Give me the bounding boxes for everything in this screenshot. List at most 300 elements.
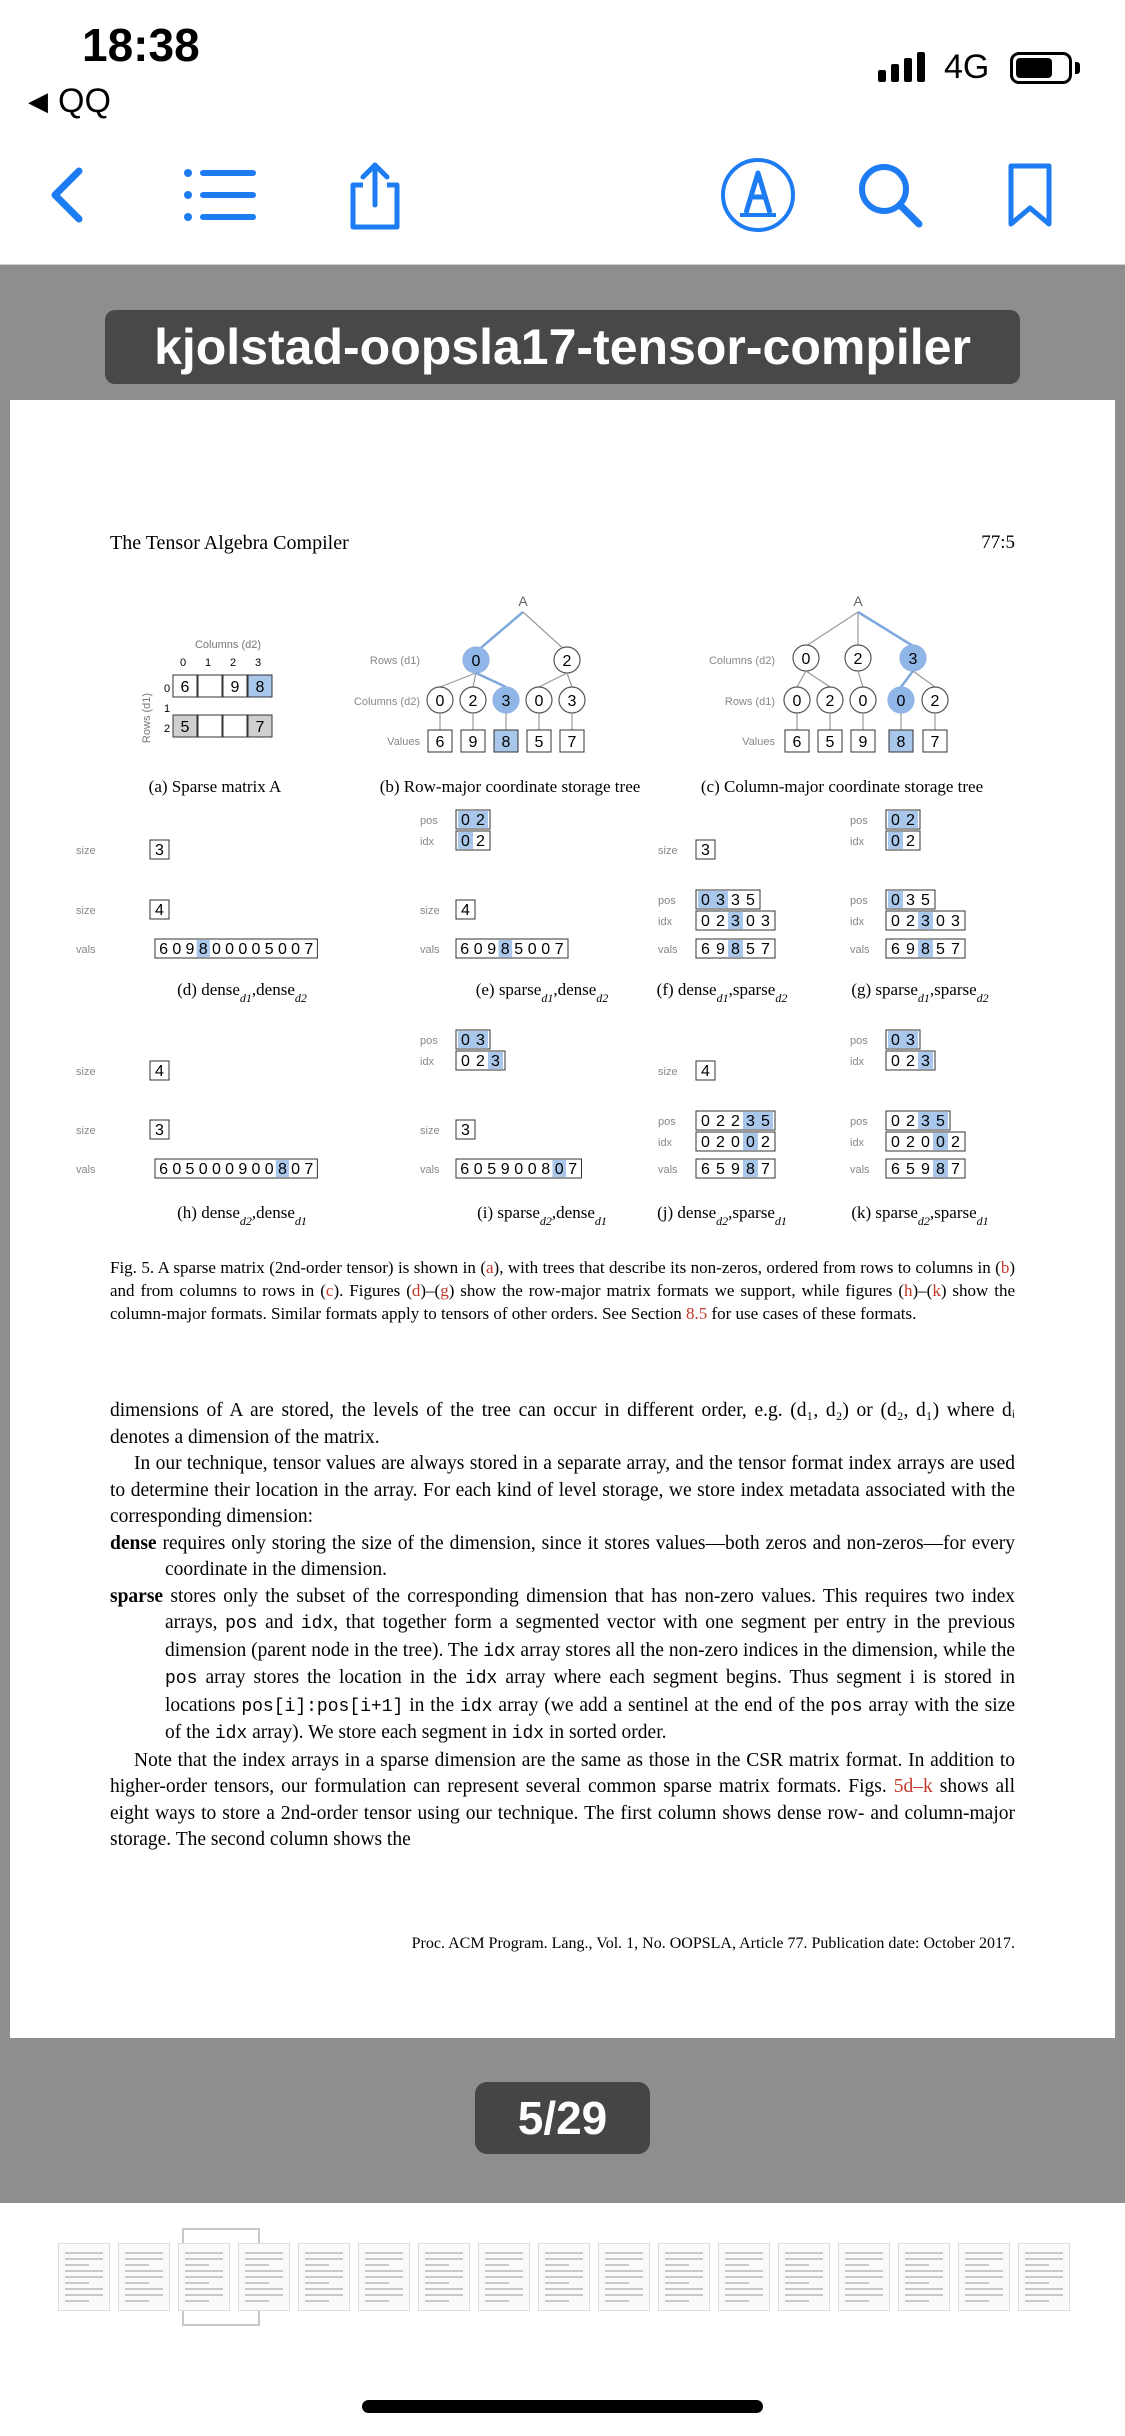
thumbnail-text-line	[245, 2276, 283, 2278]
thumbnail-text-line	[125, 2294, 163, 2296]
page-thumbnail[interactable]	[538, 2243, 590, 2311]
fig-a-cell-value: 7	[255, 719, 265, 736]
fig-k-idx1	[886, 1051, 935, 1070]
fig-k-pos2-cell: 0	[891, 1113, 900, 1130]
fig-i-idx-cell: 2	[476, 1053, 485, 1070]
paragraph-2: In our technique, tensor values are always stored in a separate array, and the tensor format index arrays are used to determine their location in the array. For each kind of level storage, we store index metadata associated with the corresponding dimension:	[110, 1453, 1015, 1527]
fig-e-size2	[456, 900, 475, 919]
fig-c-value: 8	[896, 734, 906, 751]
thumbnail-text-line	[785, 2288, 823, 2290]
fig-a-caption: (a) Sparse matrix A	[148, 777, 282, 796]
thumbnail-text-line	[125, 2276, 163, 2278]
page-footer: Proc. ACM Program. Lang., Vol. 1, No. OOPSLA, Article 77. Publication date: October 2017.	[411, 1935, 1015, 1952]
fig-a-rows-label: Rows (d1)	[141, 692, 153, 744]
fig-e-idx	[456, 831, 490, 850]
fig-h-vals-cell: 0	[211, 1161, 221, 1178]
fig-c-row-node-label: 0	[896, 693, 906, 710]
fig-f-pos-cell: 3	[731, 892, 740, 909]
fig-f-idx-label: idx	[658, 916, 673, 928]
fig-f-vals-cell: 6	[701, 941, 710, 958]
fig-b-rows-label: Rows (d1)	[369, 655, 420, 667]
fig-g-vals	[886, 939, 965, 958]
fig-f-pos	[696, 890, 760, 909]
thumbnail-text-line	[905, 2282, 929, 2284]
fig-d-vals-cell: 0	[277, 941, 287, 958]
fig-c-row-node-label: 2	[825, 693, 835, 710]
thumbnail-text-line	[305, 2300, 329, 2302]
fig-c-value: 9	[858, 734, 868, 751]
fig-j-pos-cell: 3	[746, 1113, 755, 1130]
thumbnail-text-line	[785, 2300, 809, 2302]
fig-e-idx-label: idx	[420, 836, 435, 848]
thumbnail-text-line	[785, 2264, 809, 2266]
thumbnail-text-line	[245, 2258, 283, 2260]
thumbnail-text-line	[65, 2270, 103, 2272]
fig-h-vals-cell: 0	[251, 1161, 261, 1178]
fig-g-vals-cell: 9	[906, 941, 915, 958]
fig-g-pos2-cell: 3	[906, 892, 915, 909]
fig-c-row-node-label: 0	[858, 693, 868, 710]
thumbnail-text-line	[425, 2300, 449, 2302]
fig-a-cell-value: 9	[230, 679, 240, 696]
fig-d-vals-cell: 7	[304, 941, 314, 958]
fig-b-value: 6	[435, 734, 445, 751]
thumbnail-text-line	[905, 2294, 943, 2296]
fig-b-edge	[523, 612, 567, 652]
fig-j-pos	[696, 1111, 775, 1130]
fig-d-size2	[150, 900, 169, 919]
thumbnail-text-line	[425, 2252, 463, 2254]
fig-d-vals-label: vals	[76, 944, 96, 956]
thumbnail-text-line	[665, 2300, 689, 2302]
thumbnail-text-line	[1025, 2288, 1063, 2290]
battery-icon	[1010, 52, 1072, 84]
fig-c-values-label: Values	[742, 736, 775, 748]
thumbnail-text-line	[485, 2288, 523, 2290]
fig-a-cell-value: 8	[255, 679, 265, 696]
thumbnail-text-line	[65, 2294, 103, 2296]
page-thumbnail[interactable]	[178, 2243, 230, 2311]
fig-k-idx1-cell: 0	[891, 1053, 900, 1070]
fig-j-idx-cell: 0	[746, 1134, 755, 1151]
fig-d-vals-cell: 0	[225, 941, 235, 958]
fig-d-vals-cell: 8	[198, 941, 208, 958]
outline-list-icon[interactable]	[180, 155, 260, 235]
figure-caption: Fig. 5. A sparse matrix (2nd-order tensor) is shown in (a), with trees that describe its non-zeros, ordered from rows to columns in (b) and from columns to rows in (c). Figures (d)–(g) show the row-major matrix formats we support, while figures (h)–(k) show the column-major formats. Similar formats apply to tensors of other orders. See Section 8.5 for use cases of these formats.	[110, 1258, 1016, 1323]
fig-b-value: 5	[534, 734, 544, 751]
page-thumbnail[interactable]	[958, 2243, 1010, 2311]
fig-j-pos-label: pos	[658, 1116, 676, 1128]
page-thumbnail[interactable]	[418, 2243, 470, 2311]
fig-f-vals-cell: 5	[746, 941, 755, 958]
pdf-page[interactable]	[10, 400, 1115, 2038]
thumbnail-text-line	[365, 2252, 403, 2254]
fig-a-col-tick: 0	[179, 657, 187, 669]
thumbnail-text-line	[965, 2258, 1003, 2260]
fig-k-vals-cell: 8	[936, 1161, 945, 1178]
definition-sparse: sparse stores only the subset of the corresponding dimension that has non-zero values. This requires two index arrays, pos and idx, that together form a segmented vector with one segment per entry in the previous dimension (parent node in the tree). The idx array stores all the non-zero indices in the dimension, while the pos array stores the location in the idx array where each segment begins. Thus segment i is stored in locations pos[i]:pos[i+1] in the idx array (we add a sentinel at the end of the pos array with the size of the idx array). We store each segment in idx in sorted order.	[110, 1585, 1016, 1744]
thumbnail-text-line	[965, 2264, 989, 2266]
fig-j-caption: (j) dense$_{d2}$,sparse$_{d1}$	[657, 1203, 787, 1228]
fig-c-edge	[901, 671, 913, 687]
thumbnail-text-line	[965, 2252, 1003, 2254]
thumbnail-text-line	[1025, 2258, 1063, 2260]
fig-b-col-node-label: 3	[501, 693, 511, 710]
fig-a-cell	[223, 715, 247, 737]
thumbnail-text-line	[965, 2300, 989, 2302]
thumbnail-text-line	[185, 2252, 223, 2254]
fig-e-idx-cell: 2	[476, 833, 485, 850]
fig-k-idx1-cell: 3	[921, 1053, 930, 1070]
fig-g-pos1-cell: 0	[891, 812, 900, 829]
fig-e-vals-cell: 9	[487, 941, 497, 958]
fig-f-size1	[696, 840, 715, 859]
thumbnail-text-line	[965, 2270, 1003, 2272]
thumbnail-text-line	[1025, 2252, 1063, 2254]
page-thumbnail[interactable]	[838, 2243, 890, 2311]
thumbnail-text-line	[785, 2258, 823, 2260]
thumbnail-text-line	[485, 2252, 523, 2254]
page-indicator: 5/29	[475, 2082, 650, 2154]
fig-a-row-tick: 0	[163, 683, 171, 695]
fig-g-idx2-label: idx	[850, 916, 865, 928]
fig-h-vals-cell: 0	[291, 1161, 301, 1178]
fig-j-vals-cell: 6	[701, 1161, 710, 1178]
fig-f-pos-cell: 0	[701, 892, 710, 909]
thumbnail-text-line	[845, 2300, 869, 2302]
thumbnail-text-line	[785, 2294, 823, 2296]
thumbnail-text-line	[725, 2264, 749, 2266]
thumbnail-text-line	[365, 2282, 389, 2284]
fig-g-pos1	[886, 810, 920, 829]
fig-i-idx-label: idx	[420, 1056, 435, 1068]
fig-i-vals-cell: 0	[514, 1161, 524, 1178]
fig-c-edge	[858, 612, 913, 646]
page-thumbnail[interactable]	[718, 2243, 770, 2311]
thumbnail-text-line	[965, 2288, 1003, 2290]
fig-d-size-label: size	[76, 905, 96, 917]
fig-d-vals-cell: 0	[172, 941, 182, 958]
toolbar	[0, 130, 1125, 265]
thumbnail-text-line	[365, 2276, 403, 2278]
page-thumbnail[interactable]	[58, 2243, 110, 2311]
page-thumbnail[interactable]	[898, 2243, 950, 2311]
thumbnail-text-line	[305, 2258, 343, 2260]
fig-e-vals-cell: 0	[473, 941, 483, 958]
fig-j-vals-cell: 7	[761, 1161, 770, 1178]
fig-k-pos1-cell: 3	[906, 1032, 915, 1049]
fig-i-size2-cell: 3	[461, 1122, 470, 1139]
fig-g-pos-label: pos	[850, 815, 868, 827]
thumbnail-text-line	[125, 2282, 149, 2284]
page-thumbnail[interactable]	[1018, 2243, 1070, 2311]
fig-f-vals	[696, 939, 775, 958]
fig-f-vals-cell: 7	[761, 941, 770, 958]
fig-k-pos2-label: pos	[850, 1116, 868, 1128]
thumbnail-text-line	[545, 2288, 583, 2290]
thumbnail-text-line	[965, 2282, 989, 2284]
thumbnail-text-line	[845, 2264, 869, 2266]
fig-j-vals-label: vals	[658, 1164, 678, 1176]
thumbnail-text-line	[425, 2288, 463, 2290]
fig-f-pos-cell: 5	[746, 892, 755, 909]
fig-c-edge	[806, 671, 830, 687]
fig-g-vals-cell: 5	[936, 941, 945, 958]
thumbnail-text-line	[605, 2282, 629, 2284]
fig-c-col-node-label: 3	[908, 651, 918, 668]
fig-i-vals-cell: 8	[541, 1161, 551, 1178]
fig-j-idx-cell: 2	[716, 1134, 725, 1151]
thumbnail-text-line	[365, 2270, 403, 2272]
fig-f-idx-cell: 2	[716, 913, 725, 930]
thumbnail-text-line	[485, 2300, 509, 2302]
paragraph-1: dimensions of A are stored, the levels of the tree can occur in different order, e.g. (d₁, d₂) or (d₂, d₁) where dᵢ denotes a dimension of the matrix.	[110, 1400, 1015, 1448]
thumbnail-text-line	[245, 2282, 269, 2284]
thumbnail-text-line	[965, 2294, 1003, 2296]
page-thumbnail[interactable]	[238, 2243, 290, 2311]
thumbnail-text-line	[65, 2264, 89, 2266]
back-chevron-icon[interactable]	[28, 155, 108, 235]
fig-k-vals-cell: 5	[906, 1161, 915, 1178]
fig-k-idx-label: idx	[850, 1056, 865, 1068]
fig-g-idx2	[886, 911, 965, 930]
thumbnail-text-line	[725, 2288, 763, 2290]
fig-b-row-node-label: 2	[562, 653, 572, 670]
page-thumbnail[interactable]	[658, 2243, 710, 2311]
thumbnail-text-line	[785, 2276, 823, 2278]
thumbnail-text-line	[365, 2288, 403, 2290]
fig-f-pos-cell: 3	[716, 892, 725, 909]
fig-f-idx-cell: 3	[731, 913, 740, 930]
thumbnail-text-line	[905, 2288, 943, 2290]
page-thumbnail[interactable]	[778, 2243, 830, 2311]
home-indicator[interactable]	[362, 2400, 763, 2413]
thumbnail-text-line	[605, 2276, 643, 2278]
search-icon[interactable]	[850, 155, 930, 235]
page-header-title: The Tensor Algebra Compiler	[110, 532, 349, 554]
thumbnail-text-line	[245, 2270, 283, 2272]
back-to-app-button[interactable]	[28, 82, 111, 121]
thumbnail-text-line	[365, 2294, 403, 2296]
thumbnail-text-line	[485, 2276, 523, 2278]
thumbnail-text-line	[185, 2288, 223, 2290]
fig-f-size1-cell: 3	[701, 842, 710, 859]
fig-b-edge	[440, 673, 476, 687]
fig-c-row-node-label: 2	[930, 693, 940, 710]
fig-b-edge	[476, 673, 506, 687]
fig-a-col-tick: 3	[254, 657, 262, 669]
thumbnail-text-line	[545, 2276, 583, 2278]
fig-h-vals-cell: 0	[264, 1161, 274, 1178]
fig-e-vals-cell: 8	[500, 941, 510, 958]
thumbnail-text-line	[305, 2264, 329, 2266]
thumbnail-text-line	[245, 2300, 269, 2302]
fig-k-idx2-label: idx	[850, 1137, 865, 1149]
thumbnail-text-line	[665, 2294, 703, 2296]
fig-a-col-tick: 2	[229, 657, 237, 669]
fig-f-idx	[696, 911, 775, 930]
thumbnail-text-line	[125, 2252, 163, 2254]
fig-c-caption: (c) Column-major coordinate storage tree	[700, 777, 984, 796]
fig-h-vals-cell: 9	[238, 1161, 248, 1178]
thumbnail-text-line	[725, 2276, 763, 2278]
thumbnail-text-line	[485, 2282, 509, 2284]
page-thumbnail[interactable]	[358, 2243, 410, 2311]
fig-j-pos-cell: 0	[701, 1113, 710, 1130]
thumbnail-text-line	[425, 2258, 463, 2260]
page-thumbnail[interactable]	[478, 2243, 530, 2311]
fig-j-idx-label: idx	[658, 1137, 673, 1149]
fig-k-pos2-cell: 2	[906, 1113, 915, 1130]
fig-f-vals-cell: 9	[716, 941, 725, 958]
thumbnail-text-line	[605, 2300, 629, 2302]
thumbnail-text-line	[185, 2294, 223, 2296]
thumbnail-text-line	[905, 2258, 943, 2260]
fig-j-vals	[696, 1159, 775, 1178]
share-icon[interactable]	[335, 155, 415, 235]
fig-f-pos-label: pos	[658, 895, 676, 907]
thumbnail-text-line	[185, 2264, 209, 2266]
thumbnail-text-line	[65, 2300, 89, 2302]
fig-h-vals-cell: 5	[185, 1161, 195, 1178]
fig-i-vals-cell: 0	[554, 1161, 564, 1178]
fig-k-pos2-cell: 3	[921, 1113, 930, 1130]
thumbnail-text-line	[665, 2270, 703, 2272]
fig-g-vals-label: vals	[850, 944, 870, 956]
thumbnail-text-line	[65, 2258, 103, 2260]
fig-j-idx	[696, 1132, 775, 1151]
thumbnail-text-line	[545, 2282, 569, 2284]
fig-e-size-label: size	[420, 905, 440, 917]
fig-i-vals-cell: 6	[460, 1161, 470, 1178]
fig-j-idx-cell: 0	[701, 1134, 710, 1151]
thumbnail-text-line	[665, 2264, 689, 2266]
thumbnail-text-line	[125, 2288, 163, 2290]
fig-k-vals	[886, 1159, 965, 1178]
fig-e-vals	[456, 939, 568, 958]
markup-pen-icon[interactable]	[718, 155, 798, 235]
fig-a-columns-label: Columns (d2)	[194, 639, 262, 651]
fig-k-idx2	[886, 1132, 965, 1151]
thumbnail-text-line	[605, 2288, 643, 2290]
fig-j-vals-cell: 9	[731, 1161, 740, 1178]
thumbnail-text-line	[725, 2270, 763, 2272]
thumbnail-text-line	[245, 2252, 283, 2254]
thumbnail-text-line	[425, 2276, 463, 2278]
fig-i-vals-label: vals	[420, 1164, 440, 1176]
fig-k-idx2-cell: 0	[936, 1134, 945, 1151]
fig-g-pos2-cell: 0	[891, 892, 900, 909]
thumbnail-text-line	[245, 2264, 269, 2266]
fig-a-cell	[198, 675, 222, 697]
thumbnail-text-line	[125, 2270, 163, 2272]
thumbnail-text-line	[245, 2294, 283, 2296]
fig-a-cell-value: 5	[180, 719, 190, 736]
thumbnail-text-line	[905, 2252, 943, 2254]
thumbnail-text-line	[485, 2264, 509, 2266]
thumbnail-text-line	[305, 2282, 329, 2284]
thumbnail-text-line	[425, 2294, 463, 2296]
fig-i-idx-cell: 0	[461, 1053, 470, 1070]
signal-icon	[878, 52, 925, 82]
fig-g-idx1-cell: 2	[906, 833, 915, 850]
thumbnail-text-line	[185, 2282, 209, 2284]
fig-k-vals-label: vals	[850, 1164, 870, 1176]
fig-c-root: A	[853, 593, 863, 609]
fig-k-caption: (k) sparse$_{d2}$,sparse$_{d1}$	[851, 1203, 989, 1228]
page-thumbnail[interactable]	[598, 2243, 650, 2311]
thumbnail-text-line	[545, 2270, 583, 2272]
thumbnail-text-line	[725, 2258, 763, 2260]
fig-a-col-tick: 1	[204, 657, 212, 669]
status-bar	[0, 0, 1125, 130]
fig-g-idx2-cell: 3	[951, 913, 960, 930]
fig-h-vals-cell: 8	[277, 1161, 287, 1178]
fig-j-pos-cell: 2	[731, 1113, 740, 1130]
thumbnail-text-line	[665, 2258, 703, 2260]
fig-k-idx2-cell: 2	[906, 1134, 915, 1151]
thumbnail-text-line	[65, 2252, 103, 2254]
fig-f-vals-cell: 8	[731, 941, 740, 958]
fig-d-size1-cell: 3	[155, 842, 164, 859]
fig-b-col-node-label: 2	[468, 693, 478, 710]
fig-c-col-node-label: 2	[853, 651, 863, 668]
fig-e-pos-label: pos	[420, 815, 438, 827]
fig-g-caption: (g) sparse$_{d1}$,sparse$_{d2}$	[851, 980, 989, 1005]
thumbnail-text-line	[485, 2270, 523, 2272]
fig-i-caption: (i) sparse$_{d2}$,dense$_{d1}$	[477, 1203, 607, 1228]
fig-b-edge	[476, 612, 523, 652]
fig-c-columns-label: Columns (d2)	[708, 655, 775, 667]
fig-d-caption: (d) dense$_{d1}$,dense$_{d2}$	[177, 980, 307, 1005]
thumbnail-text-line	[905, 2270, 943, 2272]
thumbnail-text-line	[605, 2264, 629, 2266]
fig-h-size1	[150, 1061, 169, 1080]
fig-c-edge	[858, 671, 863, 687]
thumbnail-text-line	[605, 2294, 643, 2296]
fig-d-size-label: size	[76, 845, 96, 857]
fig-b-caption: (b) Row-major coordinate storage tree	[379, 777, 641, 796]
page-thumbnail[interactable]	[298, 2243, 350, 2311]
fig-k-pos1	[886, 1030, 920, 1049]
thumbnail-text-line	[65, 2288, 103, 2290]
fig-g-pos2-cell: 5	[921, 892, 930, 909]
fig-k-vals-cell: 6	[891, 1161, 900, 1178]
fig-d-vals-cell: 0	[238, 941, 248, 958]
fig-b-edge	[539, 673, 567, 687]
fig-i-pos-label: pos	[420, 1035, 438, 1047]
thumbnail-text-line	[845, 2252, 883, 2254]
page-thumbnail[interactable]	[118, 2243, 170, 2311]
fig-g-idx2-cell: 0	[936, 913, 945, 930]
fig-g-idx-label: idx	[850, 836, 865, 848]
fig-a-cell	[198, 715, 222, 737]
fig-h-vals	[155, 1159, 317, 1178]
bookmark-icon[interactable]	[990, 155, 1070, 235]
fig-f-idx-cell: 0	[746, 913, 755, 930]
fig-h-vals-cell: 0	[225, 1161, 235, 1178]
thumbnail-text-line	[185, 2270, 223, 2272]
fig-i-idx-cell: 3	[491, 1053, 500, 1070]
fig-h-vals-cell: 7	[304, 1161, 314, 1178]
fig-h-vals-cell: 6	[159, 1161, 169, 1178]
fig-i-vals	[456, 1159, 582, 1178]
thumbnail-text-line	[305, 2288, 343, 2290]
fig-i-vals-cell: 7	[568, 1161, 578, 1178]
thumbnail-text-line	[905, 2300, 929, 2302]
fig-k-pos2-cell: 5	[936, 1113, 945, 1130]
fig-b-values-label: Values	[387, 736, 420, 748]
